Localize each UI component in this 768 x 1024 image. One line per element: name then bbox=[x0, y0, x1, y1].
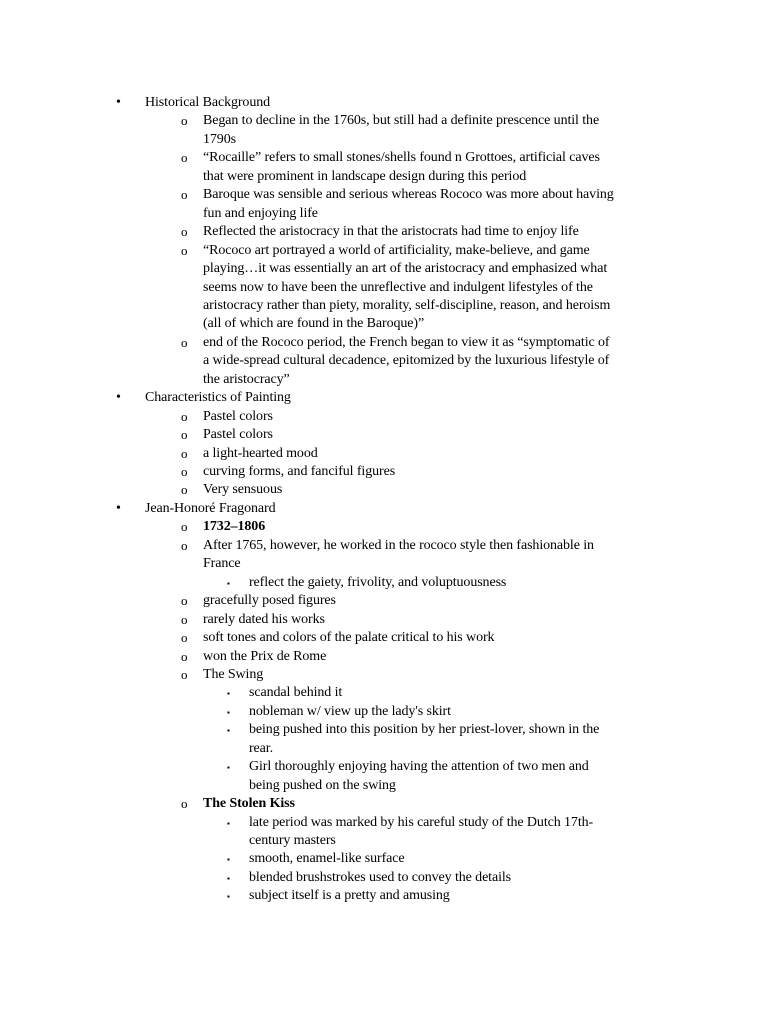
bullet-marker-level-2: o bbox=[181, 150, 188, 166]
outline-item-level-3-line: subject itself is a pretty and amusing bbox=[249, 888, 450, 904]
outline-item-level-2-line: curving forms, and fanciful figures bbox=[203, 464, 396, 479]
outline-item-level-3-line: blended brushstrokes used to convey the details bbox=[249, 869, 512, 885]
outline-item-level-3-line: reflect the gaiety, frivolity, and voluptuousness bbox=[249, 574, 507, 590]
outline-item-level-2-line: After 1765, however, he worked in the rococo style then fashionable in bbox=[203, 537, 594, 553]
bullet-marker-level-2: o bbox=[181, 408, 188, 424]
outline-item-level-2-line: fun and enjoying life bbox=[203, 205, 318, 221]
bullet-marker-level-3: ▪ bbox=[227, 873, 230, 883]
outline-item-level-3-line: being pushed on the swing bbox=[249, 777, 396, 793]
bullet-marker-level-2: o bbox=[181, 593, 188, 609]
bullet-marker-level-2: o bbox=[181, 537, 188, 553]
outline-item-level-1-line: Characteristics of Painting bbox=[145, 390, 291, 406]
bullet-marker-level-2: o bbox=[181, 464, 188, 479]
outline-item-level-2-line: “Rococo art portrayed a world of artificiality, make-believe, and game bbox=[203, 242, 590, 258]
bullet-marker-level-2: o bbox=[181, 648, 188, 664]
outline-item-level-2-line: gracefully posed figures bbox=[203, 593, 336, 609]
outline-item-level-2-line: (all of which are found in the Baroque)” bbox=[203, 316, 425, 332]
outline-item-level-2-line: playing…it was essentially an art of the aristocracy and emphasized what bbox=[203, 261, 608, 277]
bullet-marker-level-1: • bbox=[116, 95, 121, 110]
outline-item-level-2-line: won the Prix de Rome bbox=[203, 648, 327, 664]
outline-item-level-3-line: Girl thoroughly enjoying having the attention of two men and bbox=[249, 759, 589, 775]
outline-item-level-2-line: The Swing bbox=[203, 666, 264, 682]
outline-item-level-2-line: a light-hearted mood bbox=[203, 445, 318, 461]
outline-item-level-3-line: smooth, enamel-like surface bbox=[249, 851, 405, 867]
outline-item-level-2-line: The Stolen Kiss bbox=[203, 796, 295, 812]
outline-item-level-2-line: Reflected the aristocracy in that the aristocrats had time to enjoy life bbox=[203, 224, 579, 240]
outline-item-level-2-line: the aristocracy” bbox=[203, 371, 290, 387]
bullet-marker-level-2: o bbox=[181, 666, 188, 682]
outline-item-level-2-line: seems now to have been the unreflective and indulgent lifestyles of the bbox=[203, 279, 593, 295]
outline-item-level-3-line: being pushed into this position by her priest-lover, shown in the bbox=[249, 722, 600, 738]
bullet-marker-level-3: ▪ bbox=[227, 818, 230, 828]
bullet-marker-level-1: • bbox=[116, 390, 121, 406]
bullet-marker-level-2: o bbox=[181, 427, 188, 443]
outline-item-level-2-line: rarely dated his works bbox=[203, 611, 325, 627]
bullet-marker-level-2: o bbox=[181, 334, 188, 350]
outline-item-level-2-line: soft tones and colors of the palate critical to his work bbox=[203, 630, 495, 646]
outline-item-level-2-line: “Rocaille” refers to small stones/shells found n Grottoes, artificial caves bbox=[203, 150, 600, 166]
outline-item-level-2-line: Pastel colors bbox=[203, 427, 273, 443]
outline-item-level-2-line: France bbox=[203, 556, 241, 572]
outline-item-level-2-line: 1790s bbox=[203, 131, 236, 147]
bullet-marker-level-3: ▪ bbox=[227, 855, 230, 865]
bullet-marker-level-3: ▪ bbox=[227, 578, 230, 588]
bullet-marker-level-2: o bbox=[181, 445, 188, 461]
outline-item-level-2-line: end of the Rococo period, the French began to view it as “symptomatic of bbox=[203, 334, 610, 350]
bullet-marker-level-2: o bbox=[181, 630, 188, 646]
outline-item-level-2-line: aristocracy rather than piety, morality, self-discipline, reason, and heroism bbox=[203, 297, 611, 313]
bullet-marker-level-3: ▪ bbox=[227, 763, 230, 773]
bullet-marker-level-2: o bbox=[181, 242, 188, 258]
bullet-marker-level-2: o bbox=[181, 187, 188, 203]
bullet-marker-level-3: ▪ bbox=[227, 892, 230, 902]
bullet-marker-level-2: o bbox=[181, 611, 188, 627]
bullet-marker-level-1: • bbox=[116, 500, 121, 516]
outline-item-level-2-line: 1732–1806 bbox=[203, 519, 266, 535]
bullet-marker-level-2: o bbox=[181, 113, 188, 129]
outline-item-level-2-line: a wide-spread cultural decadence, epitomized by the luxurious lifestyle of bbox=[203, 353, 610, 369]
bullet-marker-level-2: o bbox=[181, 224, 188, 240]
outline-item-level-1-line: Jean-Honoré Fragonard bbox=[145, 500, 276, 516]
outline-item-level-1-line: Historical Background bbox=[145, 95, 271, 110]
outline-item-level-3-line: century masters bbox=[249, 833, 336, 848]
outline-item-level-3-line: nobleman w/ view up the lady's skirt bbox=[249, 703, 451, 719]
bullet-marker-level-3: ▪ bbox=[227, 707, 230, 717]
outline-item-level-3-line: late period was marked by his careful study of the Dutch 17th- bbox=[249, 814, 594, 830]
outline-item-level-3-line: scandal behind it bbox=[249, 685, 343, 701]
bullet-marker-level-3: ▪ bbox=[227, 689, 230, 699]
bullet-marker-level-2: o bbox=[181, 519, 188, 535]
bullet-marker-level-2: o bbox=[181, 482, 188, 498]
outline-item-level-2-line: Pastel colors bbox=[203, 408, 273, 424]
outline-item-level-2-line: Baroque was sensible and serious whereas Rococo was more about having bbox=[203, 187, 614, 203]
bullet-marker-level-3: ▪ bbox=[227, 726, 230, 736]
outline-item-level-2-line: Very sensuous bbox=[203, 482, 283, 498]
bullet-marker-level-2: o bbox=[181, 796, 188, 812]
outline-item-level-3-line: rear. bbox=[249, 740, 273, 756]
outline-item-level-2-line: that were prominent in landscape design during this period bbox=[203, 168, 527, 184]
outline-item-level-2-line: Began to decline in the 1760s, but still had a definite prescence until the bbox=[203, 113, 600, 129]
